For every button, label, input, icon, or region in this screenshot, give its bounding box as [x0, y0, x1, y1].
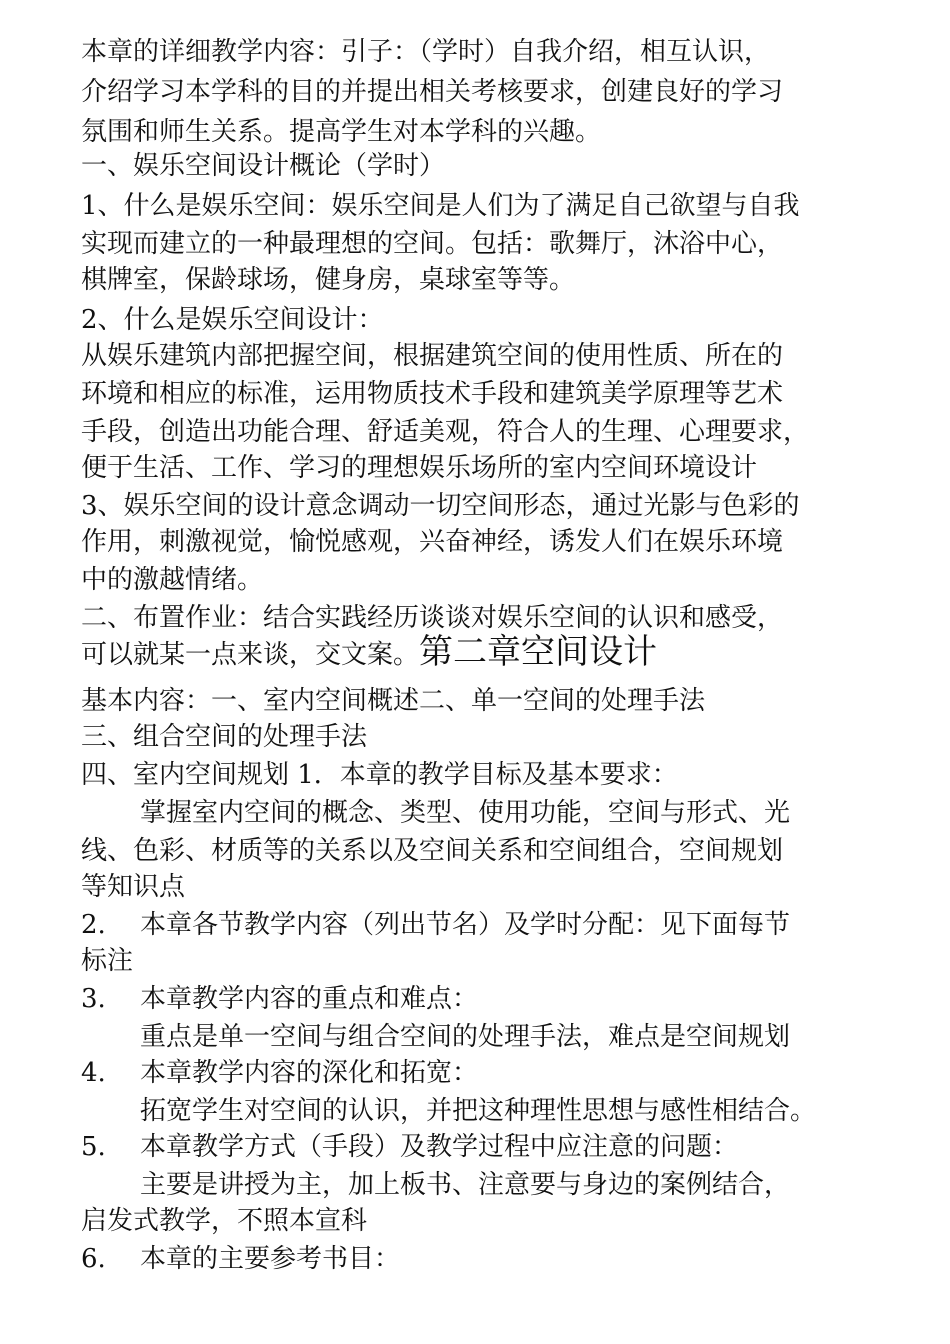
- text-line: 氛围和师生关系。提高学生对本学科的兴趣。: [81, 117, 602, 147]
- text-line: 启发式教学，不照本宣科: [81, 1206, 368, 1236]
- numbered-item: [81, 981, 881, 1017]
- text-line: 实现而建立的一种最理想的空间。包括：歌舞厅，沐浴中心，: [81, 229, 784, 259]
- text-line: 中的激越情绪。: [81, 565, 264, 595]
- section-heading: 一、娱乐空间设计概论（学时）: [81, 151, 446, 181]
- item-text: 本章的主要参考书目：: [140, 1244, 401, 1274]
- text-line: 作用，刺激视觉，愉悦感观，兴奋神经，诱发人们在娱乐环境: [81, 527, 784, 557]
- text-line: 从娱乐建筑内部把握空间，根据建筑空间的使用性质、所在的: [81, 341, 784, 371]
- text-line: 主要是讲授为主，加上板书、注意要与身边的案例结合，: [140, 1170, 791, 1200]
- text-line: 二、布置作业：结合实践经历谈谈对娱乐空间的认识和感受，: [81, 603, 784, 633]
- text-line: 基本内容：一、室内空间概述二、单一空间的处理手法: [81, 686, 706, 716]
- item-number: 4.: [81, 1058, 106, 1088]
- item-number: 3.: [81, 984, 106, 1014]
- text-line: 重点是单一空间与组合空间的处理手法，难点是空间规划: [140, 1022, 791, 1052]
- numbered-item: [81, 1055, 881, 1091]
- numbered-item: [81, 907, 881, 943]
- text-line: 3、娱乐空间的设计意念调动一切空间形态，通过光影与色彩的: [81, 491, 800, 521]
- item-text: 本章教学方式（手段）及教学过程中应注意的问题：: [140, 1132, 739, 1162]
- text-line: 2、什么是娱乐空间设计：: [81, 305, 384, 335]
- text-line: 四、室内空间规划 1．本章的教学目标及基本要求：: [81, 760, 678, 790]
- text-line: 掌握室内空间的概念、类型、使用功能，空间与形式、光: [140, 798, 791, 828]
- item-number: 2.: [81, 910, 106, 940]
- item-text: 本章各节教学内容（列出节名）及学时分配：见下面每节: [140, 910, 791, 940]
- text-line: 便于生活、工作、学习的理想娱乐场所的室内空间环境设计: [81, 453, 758, 483]
- text-line: 本章的详细教学内容：引子：（学时）自我介绍，相互认识，: [81, 37, 771, 67]
- text-span: 可以就某一点来谈，交文案。: [81, 640, 420, 670]
- text-line: 拓宽学生对空间的认识，并把这种理性思想与感性相结合。: [140, 1096, 817, 1126]
- text-line: [81, 634, 881, 673]
- text-line: 1、什么是娱乐空间：娱乐空间是人们为了满足自己欲望与自我: [81, 191, 800, 221]
- item-number: 5.: [81, 1132, 106, 1162]
- text-line: 介绍学习本学科的目的并提出相关考核要求，创建良好的学习: [81, 77, 784, 107]
- text-line: 标注: [81, 946, 134, 976]
- numbered-item: [81, 1129, 881, 1165]
- text-line: 棋牌室，保龄球场，健身房，桌球室等等。: [81, 265, 576, 295]
- item-text: 本章教学内容的深化和拓宽：: [140, 1058, 479, 1088]
- numbered-item: [81, 1241, 881, 1277]
- text-line: 等知识点: [81, 872, 186, 902]
- text-line: 三、组合空间的处理手法: [81, 722, 368, 752]
- item-number: 6.: [81, 1244, 106, 1274]
- text-line: 环境和相应的标准，运用物质技术手段和建筑美学原理等艺术: [81, 379, 784, 409]
- item-text: 本章教学内容的重点和难点：: [140, 984, 479, 1014]
- text-line: 手段，创造出功能合理、舒适美观，符合人的生理、心理要求，: [81, 417, 810, 447]
- chapter-heading: 第二章空间设计: [419, 632, 658, 672]
- text-line: 线、色彩、材质等的关系以及空间关系和空间组合，空间规划: [81, 836, 784, 866]
